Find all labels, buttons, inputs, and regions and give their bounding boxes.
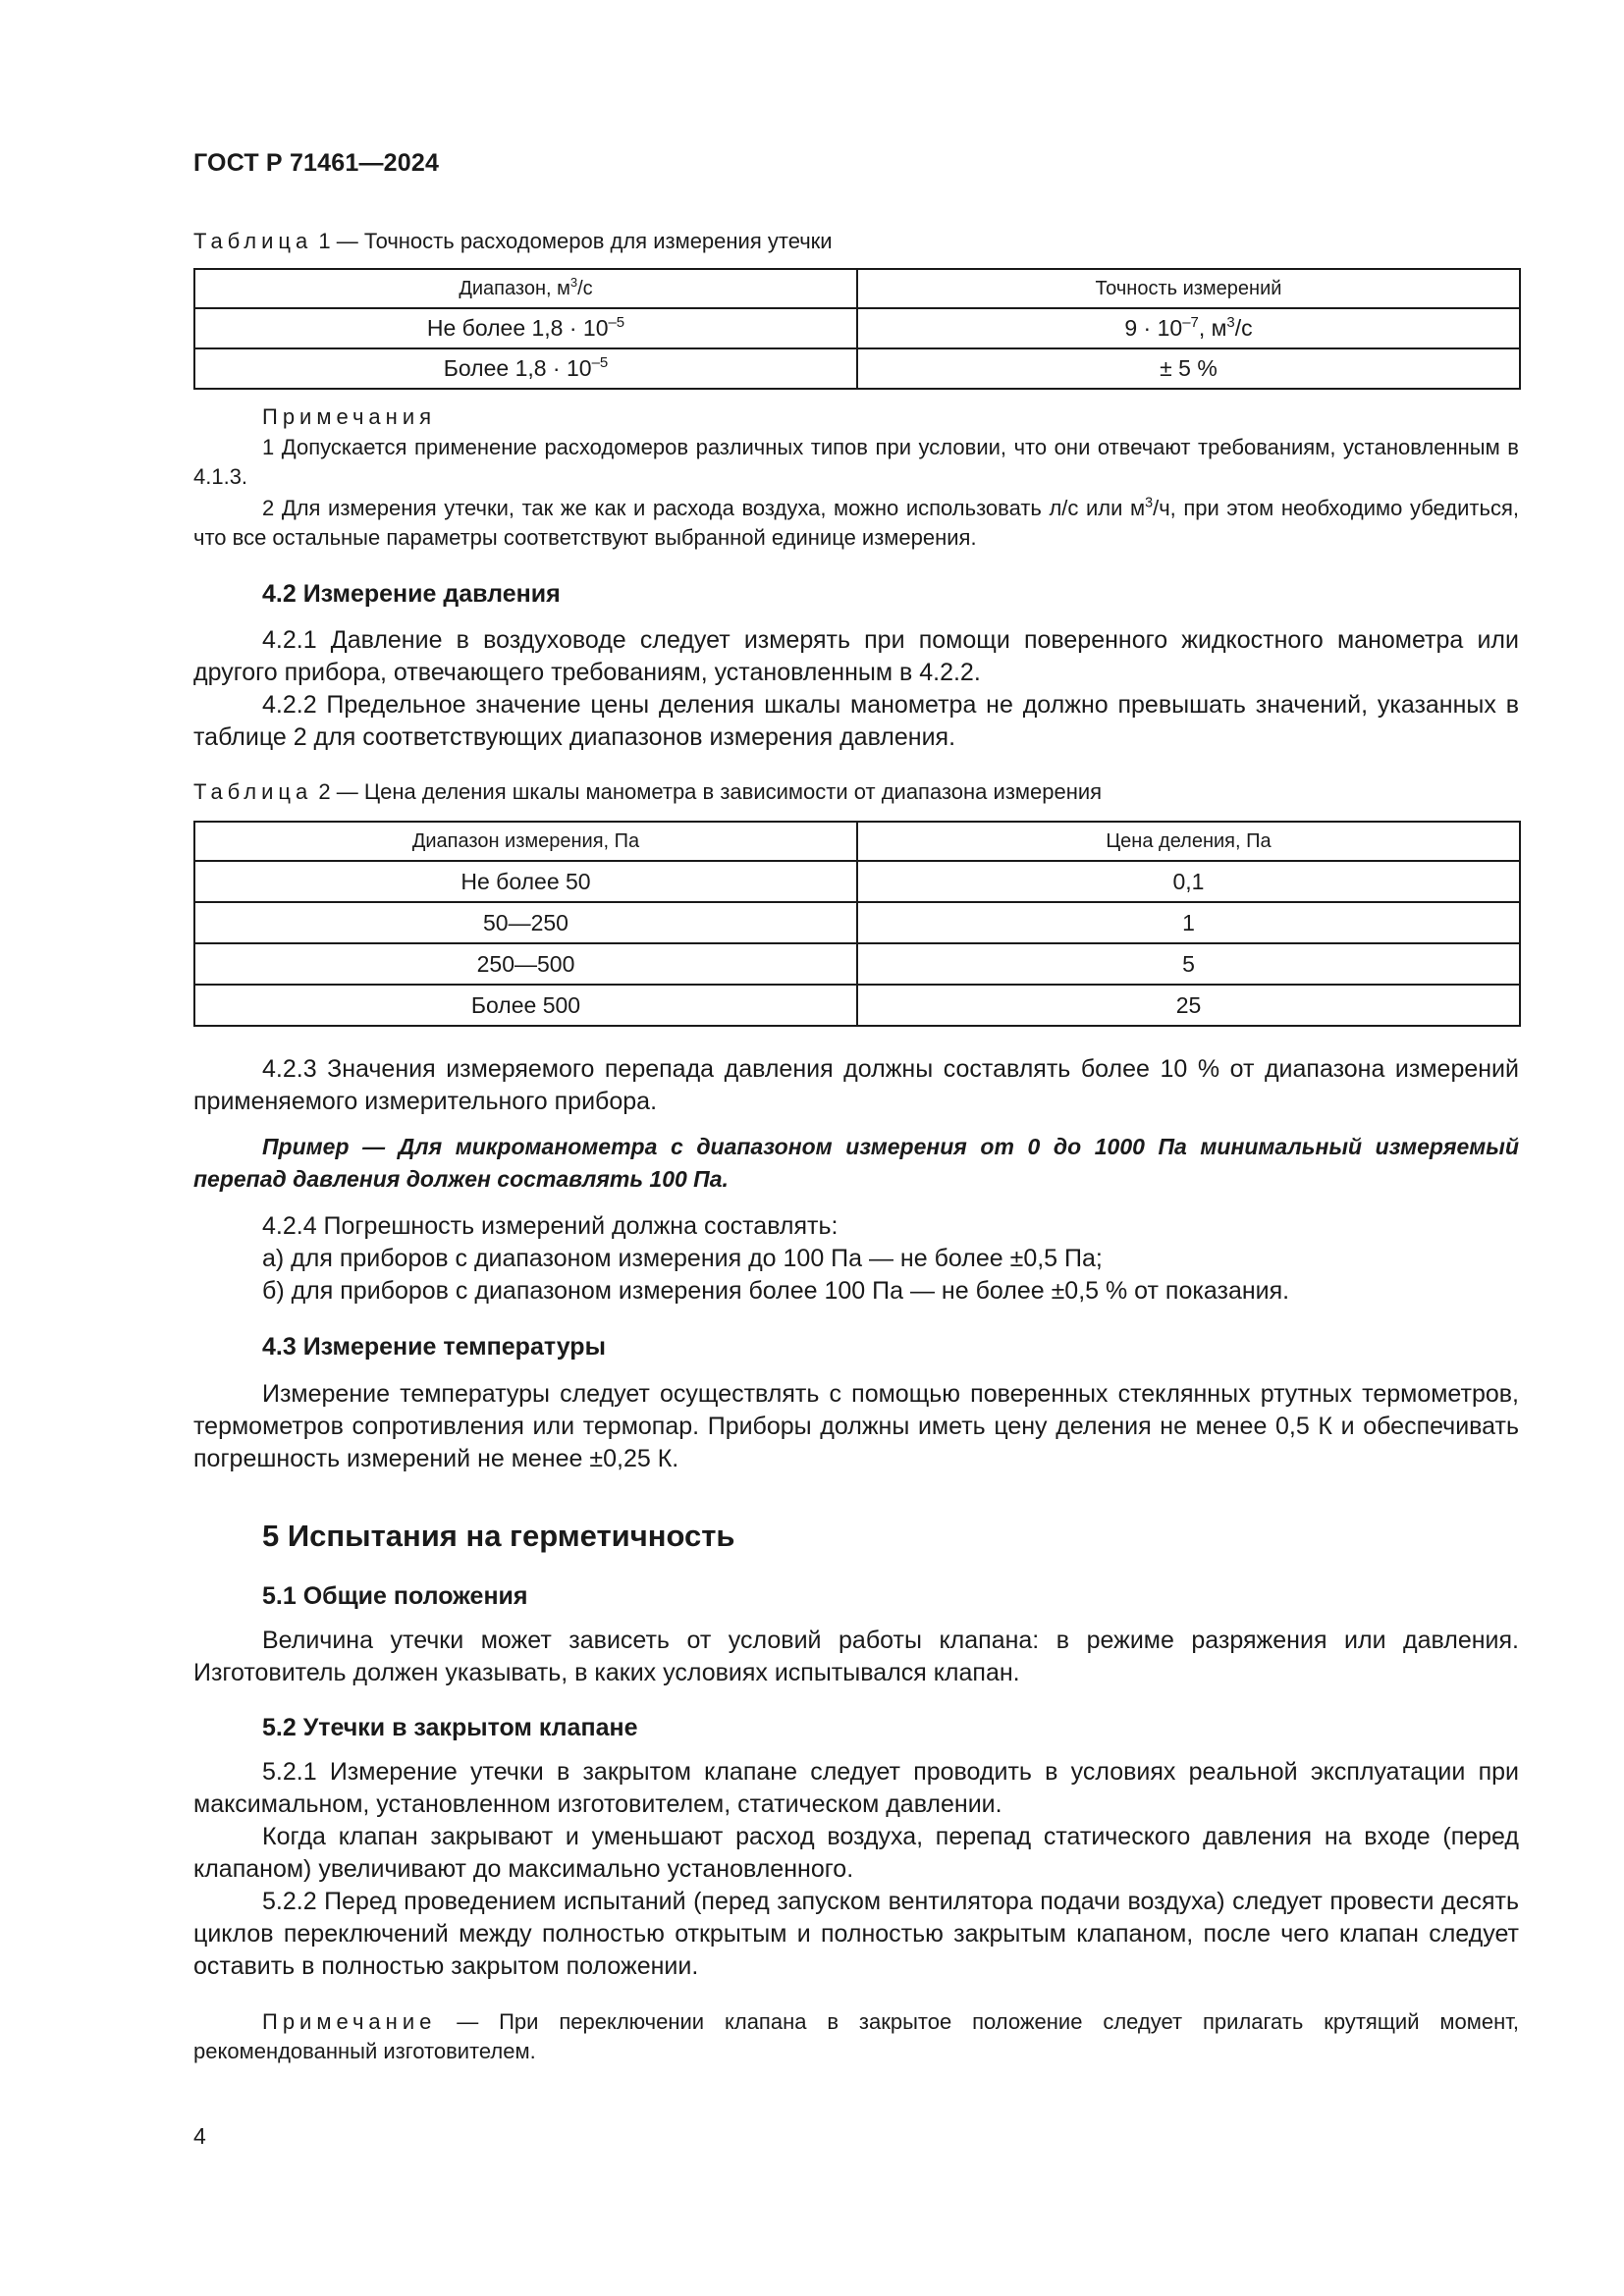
table-row <box>194 308 1520 348</box>
table-row <box>194 902 1520 943</box>
table2-caption-label: Таблица <box>193 779 313 804</box>
table1-col1-header: Диапазон, $м^3/с$ <box>194 269 857 308</box>
table2-cell-value: 25 <box>857 985 1520 1026</box>
section-4-2-p2: 4.2.2 Предельное значение цены деления шкалы манометра не должно превышать значений, указанных в таблице 2 для соответствующих диапазонов измерения давления. <box>193 691 1519 751</box>
table2 <box>193 821 1521 1027</box>
table2-cell-range: 250—500 <box>194 943 857 985</box>
notes1-note2: 2 Для измерения утечки, так же как и расхода воздуха, можно использовать л/с или $м^3/ч$, при этом необходимо убедиться, что все остальные параметры соответствуют выбранной единице измерения. <box>193 495 1519 550</box>
table2-cell-value: 1 <box>857 902 1520 943</box>
section-5-2-title: 5.2 Утечки в закрытом клапане <box>262 1714 638 1741</box>
table1-header-row <box>194 269 1520 308</box>
table-row <box>194 348 1520 389</box>
table1-cell-accuracy: ± 5 % <box>857 348 1520 389</box>
page-number: 4 <box>193 2123 206 2149</box>
table2-cell-range: 50—250 <box>194 902 857 943</box>
section-4-2-p4-b: б) для приборов с диапазоном измерения более 100 Па — не более ±0,5 % от показания. <box>262 1277 1290 1305</box>
table2-col1-header: Диапазон измерения, Па <box>194 822 857 861</box>
notes1-note1: 1 Допускается применение расходомеров различных типов при условии, что они отвечают требованиям, установленным в 4.1.3. <box>193 435 1519 489</box>
table2-caption <box>193 779 1102 805</box>
table1-col2-header: Точность измерений <box>857 269 1520 308</box>
section-5-2-p3: 5.2.2 Перед проведением испытаний (перед запуском вентилятора подачи воздуха) следует провести десять циклов переключений между полностью открытым и полностью закрытым клапаном, после чего клапан следует оставить в полностью закрытом положении. <box>193 1888 1519 1980</box>
section-4-2-p1: 4.2.1 Давление в воздуховоде следует измерять при помощи поверенного жидкостного манометра или другого прибора, отвечающего требованиям, установленным в 4.2.2. <box>193 626 1519 686</box>
table-row <box>194 985 1520 1026</box>
document-header: ГОСТ Р 71461—2024 <box>193 149 440 177</box>
section-5-2-p2: Когда клапан закрывают и уменьшают расход воздуха, перепад статического давления на входе (перед клапаном) увеличивают до максимально установленного. <box>193 1823 1519 1883</box>
section-4-2-p4-a: а) для приборов с диапазоном измерения до 100 Па — не более ±0,5 Па; <box>262 1245 1103 1272</box>
table2-caption-text: 2 — Цена деления шкалы манометра в зависимости от диапазона измерения <box>318 779 1103 804</box>
table-row <box>194 861 1520 902</box>
table-row <box>194 943 1520 985</box>
table2-cell-range: Более 500 <box>194 985 857 1026</box>
section-4-2-p4: 4.2.4 Погрешность измерений должна составлять: <box>262 1212 839 1240</box>
table2-header-row <box>194 822 1520 861</box>
section-4-3-p1: Измерение температуры следует осуществлять с помощью поверенных стеклянных ртутных термометров, термометров сопротивления или термопар. Приборы должны иметь цену деления не менее 0,5 К и обеспечивать погрешность измерений не менее ±0,25 К. <box>193 1380 1519 1472</box>
section-5-1-title: 5.1 Общие положения <box>262 1582 528 1610</box>
table1-cell-accuracy: $9 \cdot 10^{-7}$, $м^3/с$ <box>857 308 1520 348</box>
table1-caption <box>193 229 833 254</box>
section-5-title: 5 Испытания на герметичность <box>262 1519 735 1553</box>
table1-cell-range: Не более $1,8 \cdot 10^{-5}$ <box>194 308 857 348</box>
table2-cell-value: 5 <box>857 943 1520 985</box>
table1-caption-text: 1 — Точность расходомеров для измерения утечки <box>318 229 833 253</box>
table2-cell-value: 0,1 <box>857 861 1520 902</box>
section-5-note: Примечание — При переключении клапана в закрытое положение следует прилагать крутящий момент, рекомендованный изготовителем. <box>193 2009 1519 2063</box>
table1-caption-label: Таблица <box>193 229 313 253</box>
table2-cell-range: Не более 50 <box>194 861 857 902</box>
section-4-3-title: 4.3 Измерение температуры <box>262 1333 606 1361</box>
section-5-1-p: Величина утечки может зависеть от условий работы клапана: в режиме разряжения или давления. Изготовитель должен указывать, в каких условиях испытывался клапан. <box>193 1627 1519 1686</box>
table1 <box>193 268 1521 390</box>
table1-cell-range: Более $1,8 \cdot 10^{-5}$ <box>194 348 857 389</box>
example-text: Пример — Для микроманометра с диапазоном измерения от 0 до 1000 Па минимальный измеряемый перепад давления должен составлять 100 Па. <box>193 1134 1519 1192</box>
section-5-2-p1: 5.2.1 Измерение утечки в закрытом клапане следует проводить в условиях реальной эксплуатации при максимальном, установленном изготовителем, статическом давлении. <box>193 1758 1519 1818</box>
notes1-label: Примечания <box>262 404 437 429</box>
table2-col2-header: Цена деления, Па <box>857 822 1520 861</box>
section-4-2-title: 4.2 Измерение давления <box>262 580 561 608</box>
section-4-2-p3: 4.2.3 Значения измеряемого перепада давления должны составлять более 10 % от диапазона измерений применяемого измерительного прибора. <box>193 1055 1519 1115</box>
